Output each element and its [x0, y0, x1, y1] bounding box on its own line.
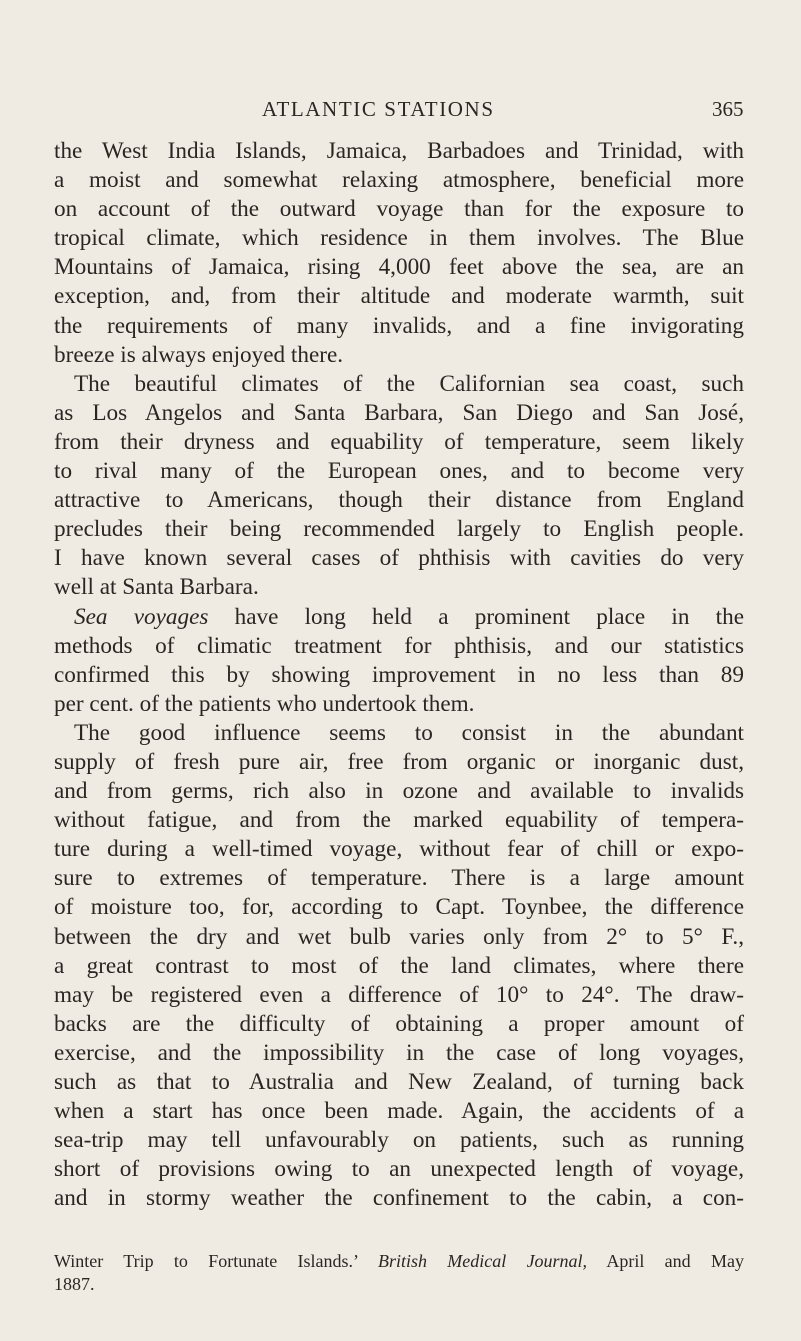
text-line: confirmed this by showing improvement in no less than 89	[54, 661, 744, 688]
text-line: The beautiful climates of the Californian sea coast, such	[74, 370, 744, 397]
text-line: backs are the difficulty of obtaining a proper amount of	[54, 1010, 744, 1037]
footnote-text: April and May	[587, 1251, 744, 1271]
text-line: between the dry and wet bulb varies only from 2° to 5° F.,	[54, 923, 744, 950]
footnote-line: 1887.	[54, 1274, 95, 1294]
text-run: have long held a prominent place in the	[208, 603, 744, 630]
text-line: to rival many of the European ones, and to become very	[54, 458, 744, 485]
italic-heading: Sea voyages	[74, 603, 209, 630]
text-line: supply of fresh pure air, free from organic or inorganic dust,	[54, 748, 744, 775]
text-line: from their dryness and equability of temperature, seem likely	[54, 428, 744, 455]
text-line: sea-trip may tell unfavourably on patients, such as running	[54, 1127, 744, 1154]
text-line: Mountains of Jamaica, rising 4,000 feet above the sea, are an	[54, 254, 744, 281]
footnote-text: Winter Trip to Fortunate Islands.’	[54, 1251, 378, 1271]
text-line: precludes their being recommended largely to English people.	[54, 516, 744, 543]
journal-title: British Medical Journal,	[377, 1251, 588, 1271]
text-line: and in stormy weather the confinement to the cabin, a con-	[54, 1185, 744, 1212]
text-line: a moist and somewhat relaxing atmosphere, beneficial more	[54, 167, 744, 194]
text-line: may be registered even a difference of 10° to 24°. The draw-	[54, 981, 744, 1008]
text-line: exercise, and the impossibility in the case of long voyages,	[54, 1039, 744, 1066]
footnote	[54, 1250, 744, 1296]
running-head-title: ATLANTIC STATIONS	[262, 97, 495, 121]
text-line: such as that to Australia and New Zealand, of turning back	[54, 1069, 744, 1095]
text-line: tropical climate, which residence in them involves. The Blue	[54, 225, 744, 252]
text-line: sure to extremes of temperature. There is a large amount	[54, 865, 744, 892]
text-line: I have known several cases of phthisis with cavities do very	[54, 545, 744, 572]
text-line: the requirements of many invalids, and a fine invigorating	[54, 312, 744, 339]
text-line: as Los Angelos and Santa Barbara, San Diego and San José,	[54, 399, 744, 426]
text-line: exception, and, from their altitude and moderate warmth, suit	[54, 283, 744, 310]
text-line: methods of climatic treatment for phthisis, and our statistics	[54, 632, 744, 659]
text-line: well at Santa Barbara.	[54, 574, 259, 601]
text-line: short of provisions owing to an unexpected length of voyage,	[54, 1156, 744, 1183]
text-line	[54, 603, 744, 632]
text-line: The good influence seems to consist in the abundant	[74, 719, 744, 746]
text-line: and from germs, rich also in ozone and available to invalids	[54, 778, 744, 805]
text-line: ture during a well-timed voyage, without fear of chill or expo-	[54, 836, 744, 863]
body-text	[54, 137, 744, 1213]
text-line: on account of the outward voyage than for the exposure to	[54, 196, 744, 223]
text-line: attractive to Americans, though their distance from England	[54, 487, 744, 514]
page-number: 365	[712, 97, 744, 121]
text-line: the West India Islands, Jamaica, Barbadoes and Trinidad, with	[54, 138, 744, 164]
footnote-line	[54, 1250, 744, 1273]
text-line: breeze is always enjoyed there.	[54, 341, 344, 368]
text-line: without fatigue, and from the marked equability of tempera-	[54, 807, 744, 834]
text-line: of moisture too, for, according to Capt. Toynbee, the difference	[54, 894, 744, 921]
running-head	[0, 97, 801, 123]
text-line: per cent. of the patients who undertook them.	[54, 690, 475, 717]
text-line: a great contrast to most of the land climates, where there	[54, 952, 744, 979]
text-line: when a start has once been made. Again, the accidents of a	[54, 1098, 744, 1125]
